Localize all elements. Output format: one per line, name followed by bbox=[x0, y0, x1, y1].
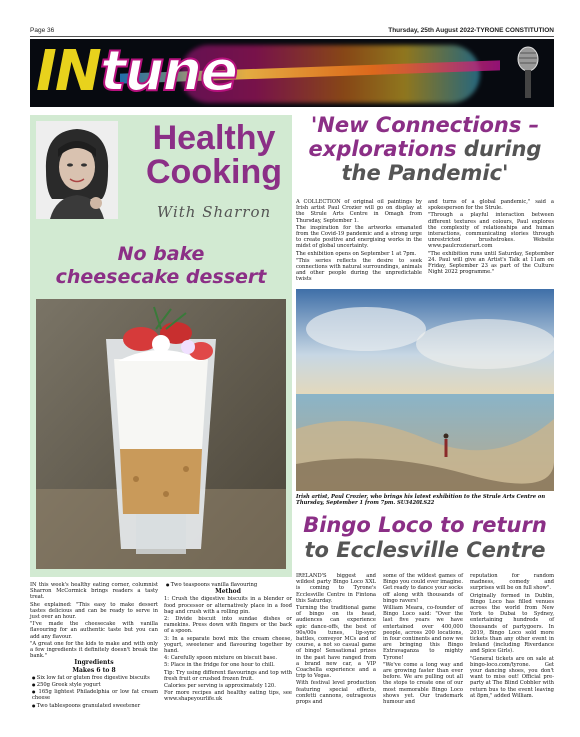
painting-caption: Irish artist, Paul Crozier, who brings his latest exhibition to the Strule Arts Centre on Thursday, September 1 from 7pm. SU3420LS22 bbox=[296, 494, 546, 506]
bingo-headline-line1: Bingo Loco to return bbox=[303, 513, 547, 537]
ingredient-item: ● 250g Greek style yogurt bbox=[30, 682, 158, 688]
method-step: 1: Crush the digestive biscuits in a blender or food processor or alternatively place in a food bag and crush with a rolling pin. bbox=[164, 596, 292, 615]
cooking-text-col1 bbox=[30, 582, 158, 710]
bingo-para: reputation for random madness, comedy and surprises will be on full show". bbox=[470, 573, 554, 592]
makes-label: Makes 6 to 8 bbox=[72, 666, 116, 674]
healthy-cooking-panel bbox=[30, 115, 292, 577]
exhibition-text-col2 bbox=[428, 199, 554, 276]
cooking-title bbox=[138, 121, 290, 189]
recipe-title-line1: No bake bbox=[117, 243, 205, 265]
cooking-text-col2 bbox=[164, 582, 292, 704]
bingo-text-col3 bbox=[470, 573, 554, 700]
microphone-icon bbox=[506, 45, 546, 101]
dateline: Thursday, 25th August 2022-TYRONE CONSTITUTION bbox=[388, 27, 554, 34]
bingo-para: "We've come a long way and are growing faster than ever before. We are pulling out all the stops to create one of our most memorable Bingo Loco shows yet. Our trademark humour and bbox=[383, 661, 463, 706]
ingredient-item: ● Six low fat or gluten free digestive biscuits bbox=[30, 675, 158, 681]
method-step: 4: Carefully spoon mixture on biscuit base. bbox=[164, 655, 278, 662]
cooking-body-p3: "I've made the cheesecake with vanilla flavouring for an authentic taste but you can add any flavour. bbox=[30, 621, 158, 640]
method-more-recipes: For more recipes and healthy eating tips, see www.shapeyourlife.uk bbox=[164, 690, 292, 703]
exhibition-text-col1 bbox=[296, 199, 422, 284]
cooking-byline: With Sharron bbox=[156, 203, 272, 221]
page-header bbox=[30, 27, 554, 37]
cooking-title-line1: Healthy bbox=[152, 119, 276, 157]
bingo-para: With festival level production featuring special effects, confetti cannons, outrageous props and bbox=[296, 680, 376, 706]
recipe-title bbox=[30, 243, 292, 289]
intune-logo bbox=[36, 41, 236, 103]
method-tip: Tip: Try using different flavourings and top with fresh fruit or crushed frozen fruit. bbox=[164, 669, 292, 682]
headline-line3: the Pandemic' bbox=[341, 161, 509, 185]
bingo-para: some of the wildest games of Bingo you could ever imagine. Get ready to dance your socks off along with thousands of bingo ravers! bbox=[383, 573, 463, 604]
bingo-para: Originally formed in Dublin, Bingo Loco has filled venues across the world from New York to Dubai to Sydney, entertaining hundreds of thousands of partygoers. In 2019, Bingo Loco sold more tickets than any other event in Ireland (including Riverdance and Spice Girls). bbox=[470, 592, 554, 655]
cooking-body-p4: "A great one for the kids to make and with only a few ingredients it definitely doesn't break the bank." bbox=[30, 640, 158, 660]
method-step: 5: Place in the fridge for one hour to chill. bbox=[164, 662, 275, 669]
columnist-portrait-image bbox=[36, 121, 118, 219]
bingo-text-col1 bbox=[296, 573, 376, 706]
method-step: 2: Divide biscuit into sundae dishes or ramekins. Press down with fingers or the back of a spoon. bbox=[164, 616, 292, 635]
exhibition-para: A COLLECTION of original oil paintings by Irish artist Paul Crozier will go on display at the Strule Arts Centre in Omagh from Thursday, September 1. bbox=[296, 199, 422, 224]
bingo-para: IRELAND'S biggest and wildest party Bingo Loco XXL is coming to Tyrone's Ecclesville Centre in Fintona this Saturday. bbox=[296, 573, 376, 604]
exhibition-para: "Through a playful interaction between different textures and colours, Paul explores the complexity of relationships and human interactions, communicating stories through unrestricted brushstrokes. Website www.paulcrozierart.com bbox=[428, 212, 554, 250]
method-heading: Method bbox=[215, 588, 241, 596]
method-calories: Calories per serving is approximately 120. bbox=[164, 683, 276, 690]
exhibition-headline bbox=[296, 113, 554, 185]
page-number: Page 36 bbox=[30, 27, 55, 34]
headline-line2a: explorations bbox=[308, 137, 457, 161]
bingo-headline-line2: to Ecclesville Centre bbox=[304, 538, 546, 562]
logo-part-tune: tune bbox=[99, 39, 237, 104]
exhibition-para: The inspiration for the artworks emanated from the Covid-19 pandemic and a strong urge to create positive and energising works in the midst of global uncertainty. bbox=[296, 224, 422, 250]
bingo-text-col2 bbox=[383, 573, 463, 706]
cooking-body-p2: She explained: "This easy to make dessert tastes delicious and can be ready to serve in just over an hour. bbox=[30, 601, 158, 621]
logo-part-in: IN bbox=[36, 39, 100, 104]
headline-line1: 'New Connections – bbox=[310, 113, 540, 137]
seascape-painting-image bbox=[296, 289, 554, 491]
exhibition-para: and turns of a global pandemic," said a spokesperson for the Strule. bbox=[428, 199, 554, 212]
ingredient-item: ● Two tablespoons granulated sweetener bbox=[30, 703, 158, 709]
bingo-headline bbox=[296, 513, 554, 563]
bingo-para: Turning the traditional game of bingo on its head, audiences can experience epic dance-offs, the best of 90s/00s tunes, lip-sync battles, conveyor MCs and of course, a not so casual game of bingo! Sensational prizes in the past have ranged from a brand new car, a VIP Coachella experience and a trip to Vegas. bbox=[296, 605, 376, 680]
cooking-body-p1: IN this week's healthy eating corner, columnist Sharron McCormick brings readers a tasty treat. bbox=[30, 582, 158, 601]
exhibition-para: The exhibition opens on September 1 at 7pm. bbox=[296, 250, 417, 257]
exhibition-para: "This series reflects the desire to seek connections with natural surroundings, animals and other people during the unpredictable twists bbox=[296, 257, 422, 283]
ingredient-item: ● 165g lightest Philadelphia or low fat cream cheese bbox=[30, 689, 158, 701]
cooking-title-line2: Cooking bbox=[146, 153, 282, 191]
ingredient-item: ● Two teaspoons vanilla flavouring bbox=[164, 582, 292, 588]
bingo-para: "General tickets are on sale at bingo-loco.com/tyrone. Get your dancing shoes, you don't want to miss out! Official pre-party at The Blind Cobbler with return bus to the event leaving at 8pm," added William. bbox=[470, 655, 554, 699]
recipe-title-line2: cheesecake dessert bbox=[55, 266, 267, 288]
section-banner bbox=[30, 39, 554, 107]
headline-line2b: during bbox=[456, 137, 542, 161]
exhibition-para: "The exhibition runs until Saturday, September 24. Paul will give an Artist's Talk at 11am on Friday, September 23 as part of the Culture Night 2022 programme." bbox=[428, 250, 554, 276]
cheesecake-dessert-image bbox=[36, 299, 286, 569]
method-step: 3: In a separate bowl mix the cream cheese, yogurt, sweetener and flavouring together by hand. bbox=[164, 635, 292, 655]
ingredients-heading: Ingredients bbox=[74, 659, 114, 667]
bingo-para: William Meara, co-founder of Bingo Loco said: "Over the last five years we have entertained over 400,000 people, across 200 locations, in four continents and now we are bringing this Bingo Extravaganza to mighty Tyrone! bbox=[383, 605, 463, 661]
header-rule bbox=[30, 36, 554, 37]
